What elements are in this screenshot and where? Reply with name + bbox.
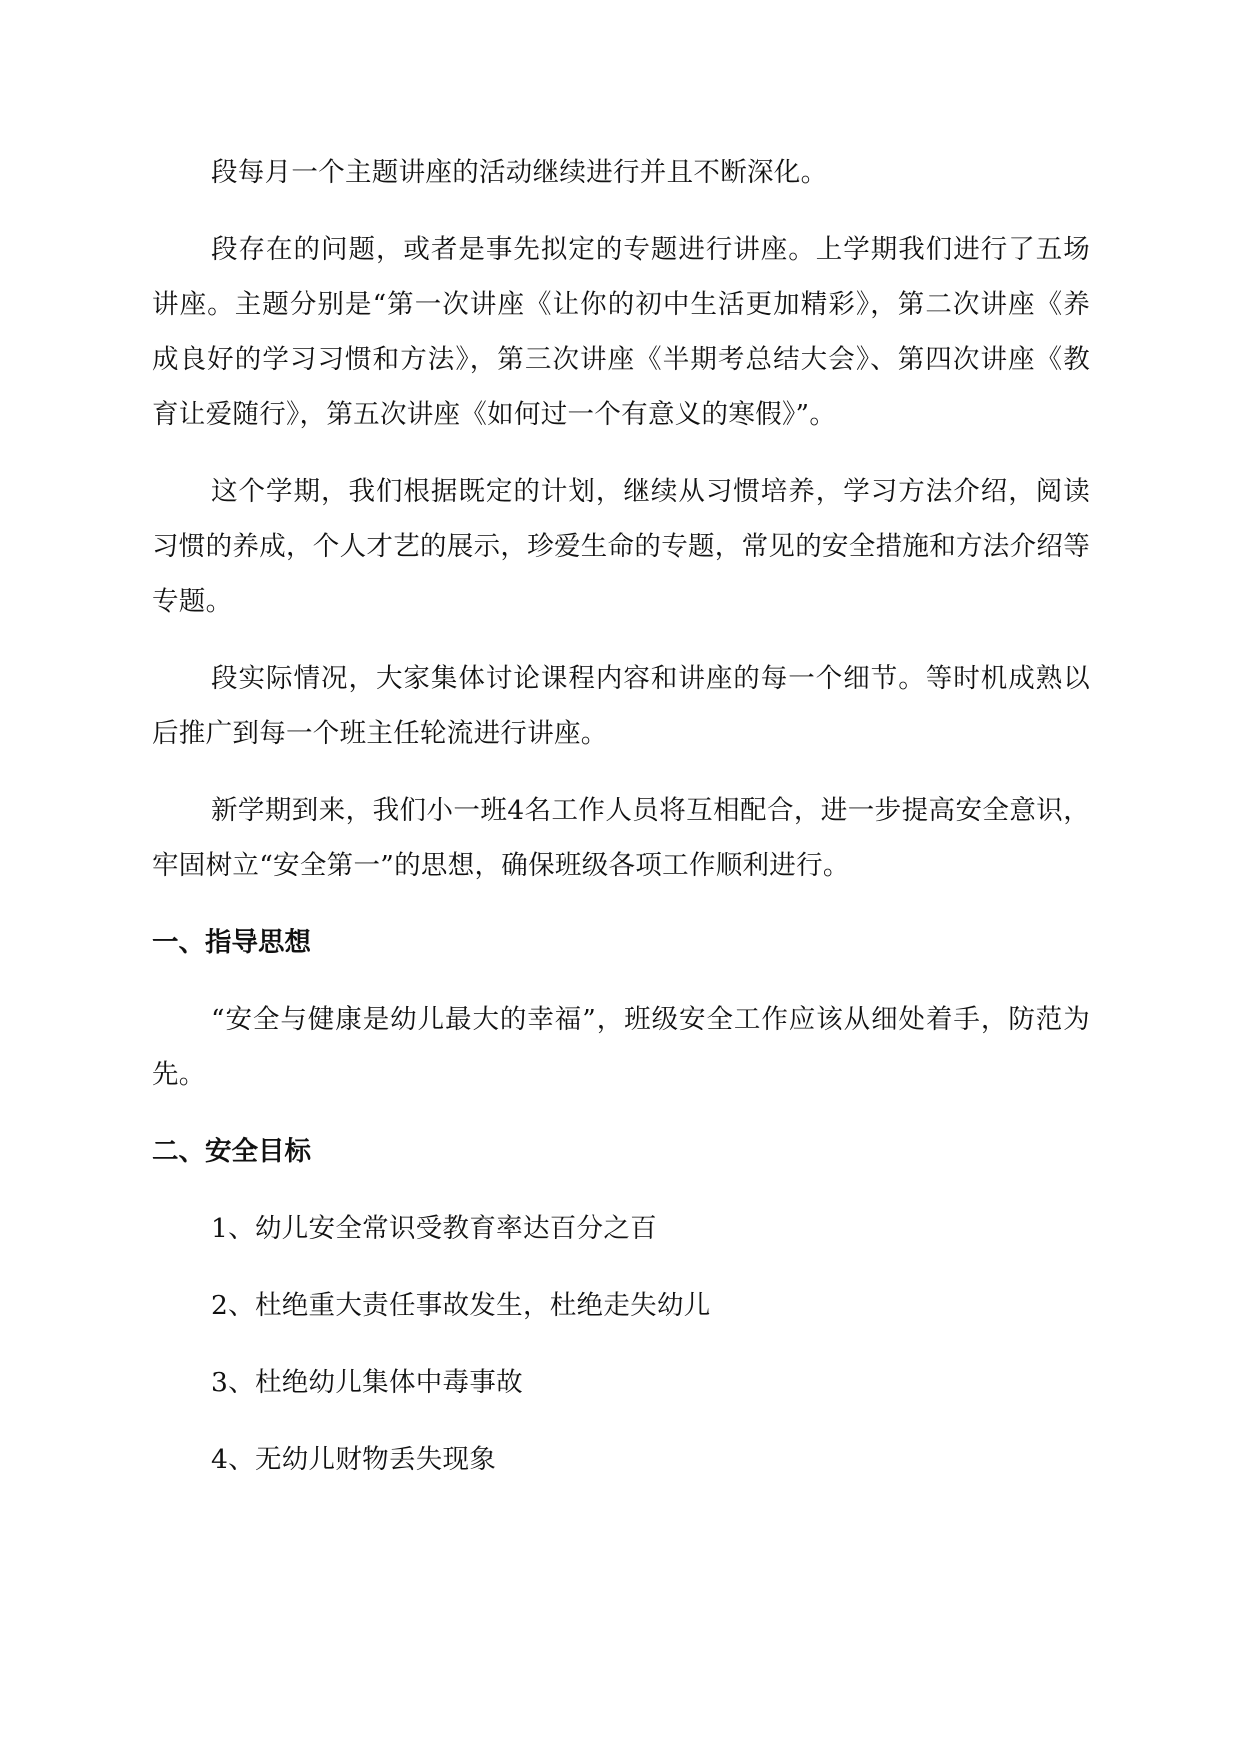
section-heading-guiding-ideology: 一、指导思想 [152, 927, 311, 958]
paragraph: 段每月一个主题讲座的活动继续进行并且不断深化。 [211, 157, 828, 188]
list-item: 1、幼儿安全常识受教育率达百分之百 [211, 1213, 657, 1244]
list-item: 3、杜绝幼儿集体中毒事故 [211, 1367, 523, 1398]
paragraph: “安全与健康是幼儿最大的幸福”，班级安全工作应该从细处着手，防范为先。 [152, 1004, 1090, 1090]
paragraph: 段存在的问题，或者是事先拟定的专题进行讲座。上学期我们进行了五场讲座。主题分别是“第一次讲座《让你的初中生活更加精彩》，第二次讲座《养成良好的学习习惯和方法》，第三次讲座《半期考总结大会》、第四次讲座《教育让爱随行》，第五次讲座《如何过一个有意义的寒假》”。 [152, 234, 1090, 430]
section-heading-safety-goals: 二、安全目标 [152, 1136, 311, 1167]
document-body [152, 145, 1090, 1509]
paragraph: 新学期到来，我们小一班4名工作人员将互相配合，进一步提高安全意识，牢固树立“安全第一”的思想，确保班级各项工作顺利进行。 [152, 795, 1090, 881]
list-item: 2、杜绝重大责任事故发生，杜绝走失幼儿 [211, 1290, 711, 1321]
paragraph: 这个学期，我们根据既定的计划，继续从习惯培养，学习方法介绍，阅读习惯的养成，个人才艺的展示，珍爱生命的专题，常见的安全措施和方法介绍等专题。 [152, 476, 1090, 617]
paragraph: 段实际情况，大家集体讨论课程内容和讲座的每一个细节。等时机成熟以后推广到每一个班主任轮流进行讲座。 [152, 663, 1090, 749]
list-item: 4、无幼儿财物丢失现象 [211, 1444, 497, 1475]
